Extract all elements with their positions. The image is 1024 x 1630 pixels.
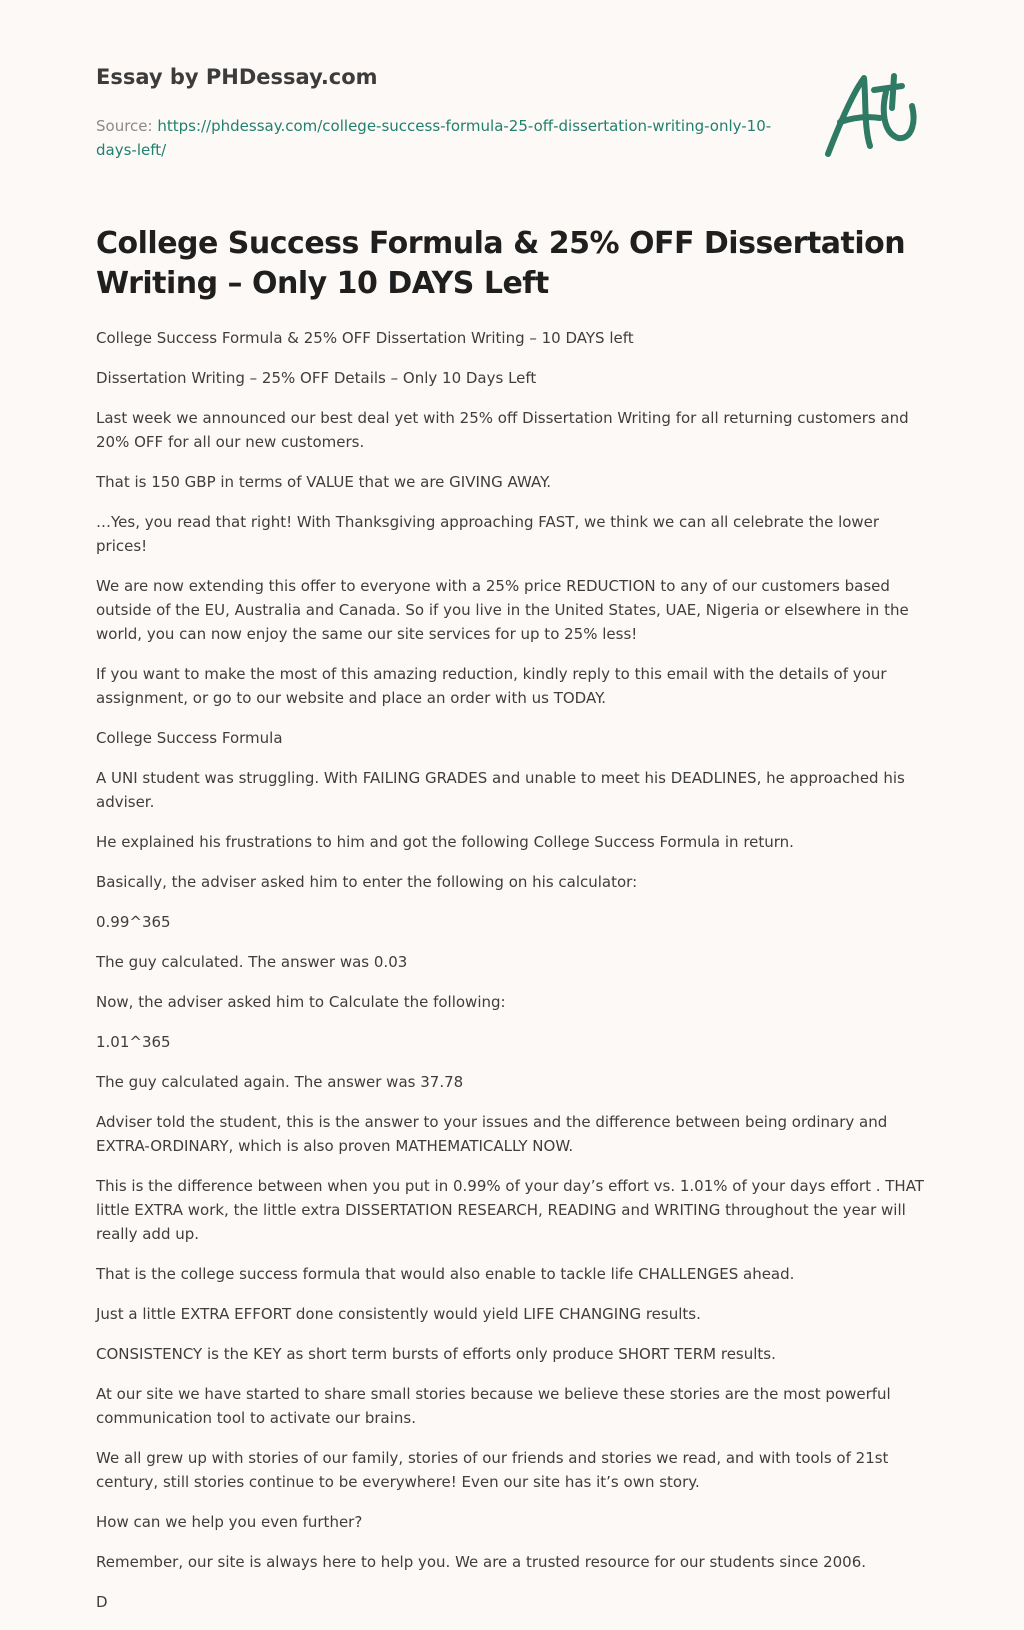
article-paragraph: We all grew up with stories of our family, stories of our friends and stories we read, and with tools of 21st century, still stories continue to be everywhere! Even our site has it’s own story. xyxy=(96,1449,889,1491)
article-body xyxy=(96,326,932,1630)
article-paragraph: The guy calculated again. The answer was 37.78 xyxy=(96,1073,464,1091)
article-paragraph: How can we help you even further? xyxy=(96,1513,363,1531)
a-plus-grade-icon xyxy=(820,68,940,168)
article-paragraph: This is the difference between when you put in 0.99% of your day’s effort vs. 1.01% of your days effort . THAT little EXTRA work, the little extra DISSERTATION RESEARCH, READING and WRITING throughout the year will really add up. xyxy=(96,1177,924,1243)
page-header xyxy=(96,62,776,162)
article-paragraph: Last week we announced our best deal yet with 25% off Dissertation Writing for all returning customers and 20% OFF for all our new customers. xyxy=(96,409,909,451)
article-paragraph: That is 150 GBP in terms of VALUE that we are GIVING AWAY. xyxy=(96,473,551,491)
article-paragraph: CONSISTENCY is the KEY as short term bursts of efforts only produce SHORT TERM results. xyxy=(96,1345,776,1363)
source-label: Source: xyxy=(96,117,158,135)
article-paragraph: 1.01^365 xyxy=(96,1033,171,1051)
source-link[interactable]: https://phdessay.com/college-success-formula-25-off-dissertation-writing-only-10-days-left/ xyxy=(96,117,772,159)
article-paragraph: A UNI student was struggling. With FAILING GRADES and unable to meet his DEADLINES, he approached his adviser. xyxy=(96,769,905,811)
article-paragraph: Basically, the adviser asked him to enter the following on his calculator: xyxy=(96,873,638,891)
article-paragraph: At our site we have started to share small stories because we believe these stories are the most powerful communication tool to activate our brains. xyxy=(96,1385,891,1427)
article-paragraph: 0.99^365 xyxy=(96,913,171,931)
article-paragraph: We are now extending this offer to everyone with a 25% price REDUCTION to any of our customers based outside of the EU, Australia and Canada. So if you live in the United States, UAE, Nigeria or elsewhere in the world, you can now enjoy the same our site services for up to 25% less! xyxy=(96,577,909,643)
article-paragraph: College Success Formula xyxy=(96,729,283,747)
article-paragraph: Adviser told the student, this is the answer to your issues and the difference between being ordinary and EXTRA-ORDINARY, which is also proven MATHEMATICALLY NOW. xyxy=(96,1113,888,1155)
article-paragraph: College Success Formula & 25% OFF Dissertation Writing – 10 DAYS left xyxy=(96,329,634,347)
article-paragraph: Just a little EXTRA EFFORT done consistently would yield LIFE CHANGING results. xyxy=(96,1305,701,1323)
article-paragraph: That is the college success formula that would also enable to tackle life CHALLENGES ahead. xyxy=(96,1265,795,1283)
article-paragraph: Now, the adviser asked him to Calculate the following: xyxy=(96,993,506,1011)
article-paragraph: …Yes, you read that right! With Thanksgiving approaching FAST, we think we can all celebrate the lower prices! xyxy=(96,513,880,555)
article-title: College Success Formula & 25% OFF Dissertation Writing – Only 10 DAYS Left xyxy=(96,226,906,301)
brand-title: Essay by PHDessay.com xyxy=(96,65,378,89)
article-paragraph: Remember, our site is always here to help you. We are a trusted resource for our students since 2006. xyxy=(96,1553,867,1571)
article-paragraph: If you want to make the most of this amazing reduction, kindly reply to this email with the details of your assignment, or go to our website and place an order with us TODAY. xyxy=(96,665,887,707)
source-line xyxy=(96,114,776,162)
article-paragraph: Dissertation Writing – 25% OFF Details – Only 10 Days Left xyxy=(96,369,537,387)
article-paragraph: The guy calculated. The answer was 0.03 xyxy=(96,953,408,971)
article-paragraph: He explained his frustrations to him and got the following College Success Formula in return. xyxy=(96,833,794,851)
article-paragraph: D xyxy=(96,1593,108,1611)
